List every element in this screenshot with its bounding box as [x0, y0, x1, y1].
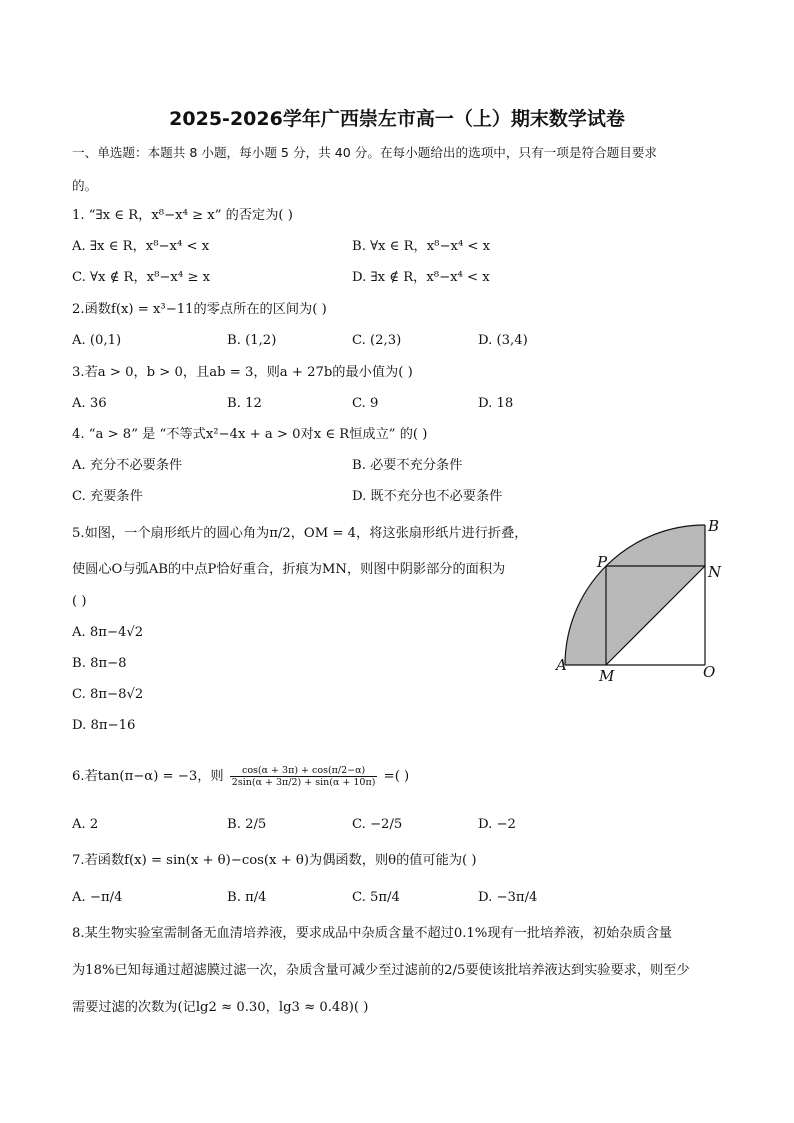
label-N: N	[708, 563, 722, 581]
q6-stem	[72, 765, 409, 788]
q1-option-d: D. ∃x ∉ R，x⁸−x⁴ < x	[352, 270, 490, 285]
section-heading-line2: 的。	[72, 178, 98, 193]
q6-fraction-denominator: 2sin(α + 3π/2) + sin(α + 10π)	[231, 777, 376, 788]
q3-option-b: B. 12	[227, 396, 262, 411]
q3-option-a: A. 36	[72, 396, 107, 411]
q2-option-d: D. (3,4)	[478, 333, 528, 348]
q5-stem-line3: ( )	[72, 594, 87, 609]
q5-stem-line2: 使圆心O与弧AB的中点P恰好重合，折痕为MN，则图中阴影部分的面积为	[72, 562, 506, 577]
q2-option-c: C. (2,3)	[352, 333, 402, 348]
q6-option-a: A. 2	[72, 817, 99, 832]
sector-fold-figure	[552, 512, 732, 687]
label-M: M	[599, 667, 615, 685]
q1-option-b: B. ∀x ∈ R，x⁸−x⁴ < x	[352, 239, 491, 254]
q4-option-b: B. 必要不充分条件	[352, 458, 463, 473]
shaded-region	[606, 525, 705, 566]
q8-stem-line2: 为18%已知每通过超滤膜过滤一次，杂质含量可减少至过滤前的2/5要使该批培养液达到实验要求，则至少	[72, 963, 690, 978]
q6-stem-lead: 6.若tan(π−α) = −3，则	[72, 769, 224, 784]
q2-option-b: B. (1,2)	[227, 333, 277, 348]
q2-option-a: A. (0,1)	[72, 333, 122, 348]
q3-option-c: C. 9	[352, 396, 379, 411]
q2-stem: 2.函数f(x) = x³−11的零点所在的区间为( )	[72, 302, 327, 317]
q5-stem-line1: 5.如图，一个扇形纸片的圆心角为π/2，OM = 4，将这张扇形纸片进行折叠，	[72, 526, 528, 541]
q5-option-d: D. 8π−16	[72, 718, 136, 733]
q6-option-c: C. −2/5	[352, 817, 403, 832]
q1-option-c: C. ∀x ∉ R，x⁸−x⁴ ≥ x	[72, 270, 211, 285]
q4-option-a: A. 充分不必要条件	[72, 458, 183, 473]
q8-stem-line1: 8.某生物实验室需制备无血清培养液，要求成品中杂质含量不超过0.1%现有一批培养液，初始杂质含量	[72, 926, 672, 941]
q7-stem: 7.若函数f(x) = sin(x + θ)−cos(x + θ)为偶函数，则θ的值可能为( )	[72, 853, 477, 868]
section-heading-line1: 一、单选题：本题共 8 小题，每小题 5 分，共 40 分。在每小题给出的选项中，只有一项是符合题目要求	[72, 145, 658, 160]
q7-option-c: C. 5π/4	[352, 890, 400, 905]
q8-stem-line3: 需要过滤的次数为(记lg2 ≈ 0.30，lg3 ≈ 0.48)( )	[72, 1000, 369, 1015]
q7-option-b: B. π/4	[227, 890, 267, 905]
page-title: 2025-2026学年广西崇左市高一（上）期末数学试卷	[169, 108, 625, 130]
q5-option-a: A. 8π−4√2	[72, 625, 144, 640]
label-P: P	[597, 553, 608, 571]
shaded-region-lower	[565, 566, 705, 665]
q1-stem: 1. “∃x ∈ R，x⁸−x⁴ ≥ x” 的否定为( )	[72, 208, 293, 223]
label-B: B	[708, 517, 720, 535]
q5-option-c: C. 8π−8√2	[72, 687, 144, 702]
q7-option-d: D. −3π/4	[478, 890, 538, 905]
q6-fraction-numerator: cos(α + 3π) + cos(π/2−α)	[230, 765, 378, 777]
q6-option-d: D. −2	[478, 817, 516, 832]
q1-option-a: A. ∃x ∈ R，x⁸−x⁴ < x	[72, 239, 210, 254]
label-O: O	[703, 663, 716, 681]
q6-option-b: B. 2/5	[227, 817, 267, 832]
q3-stem: 3.若a > 0，b > 0，且ab = 3，则a + 27b的最小值为( )	[72, 365, 413, 380]
q7-option-a: A. −π/4	[72, 890, 123, 905]
q5-option-b: B. 8π−8	[72, 656, 127, 671]
q4-option-c: C. 充要条件	[72, 489, 143, 504]
q4-stem: 4. “a > 8” 是 “不等式x²−4x + a > 0对x ∈ R恒成立” 的( )	[72, 427, 428, 442]
q4-option-d: D. 既不充分也不必要条件	[352, 489, 503, 504]
q6-fraction	[230, 765, 378, 788]
q6-stem-tail: =( )	[383, 769, 410, 784]
q3-option-d: D. 18	[478, 396, 514, 411]
label-A: A	[556, 656, 567, 674]
